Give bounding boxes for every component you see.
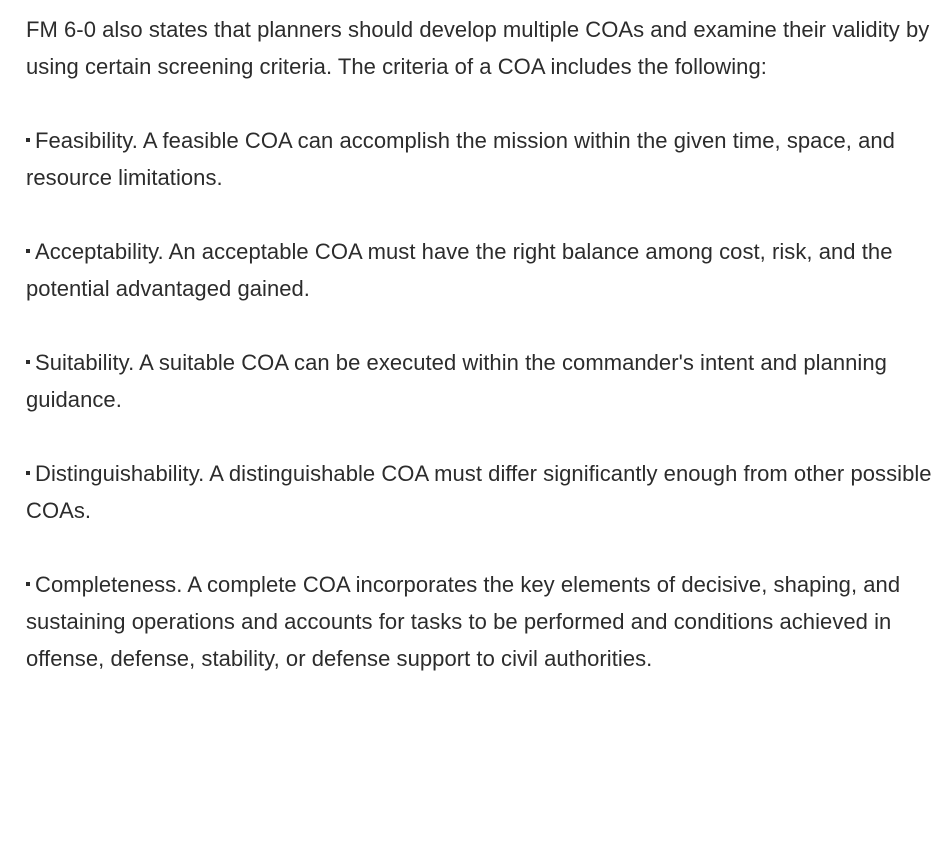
- criterion-text: Feasibility. A feasible COA can accomplish the mission within the given time, space, and resource limitations.: [26, 128, 895, 190]
- criterion-text: Acceptability. An acceptable COA must have the right balance among cost, risk, and the potential advantaged gained.: [26, 239, 893, 301]
- intro-paragraph: FM 6-0 also states that planners should develop multiple COAs and examine their validity by using certain screening criteria. The criteria of a COA includes the following:: [26, 17, 930, 79]
- document-body: [26, 11, 938, 677]
- bullet-icon: [26, 582, 30, 586]
- criterion-acceptability: [26, 233, 938, 307]
- criterion-suitability: [26, 344, 938, 418]
- criterion-text: Distinguishability. A distinguishable COA must differ significantly enough from other possible COAs.: [26, 461, 932, 523]
- bullet-icon: [26, 471, 30, 475]
- bullet-icon: [26, 138, 30, 142]
- criterion-distinguishability: [26, 455, 938, 529]
- criterion-feasibility: [26, 122, 938, 196]
- bullet-icon: [26, 360, 30, 364]
- criterion-text: Suitability. A suitable COA can be executed within the commander's intent and planning guidance.: [26, 350, 887, 412]
- criterion-completeness: [26, 566, 938, 677]
- bullet-icon: [26, 249, 30, 253]
- criterion-text: Completeness. A complete COA incorporates the key elements of decisive, shaping, and sustaining operations and accounts for tasks to be performed and conditions achieved in offense, defense, stability, or defense support to civil authorities.: [26, 572, 901, 671]
